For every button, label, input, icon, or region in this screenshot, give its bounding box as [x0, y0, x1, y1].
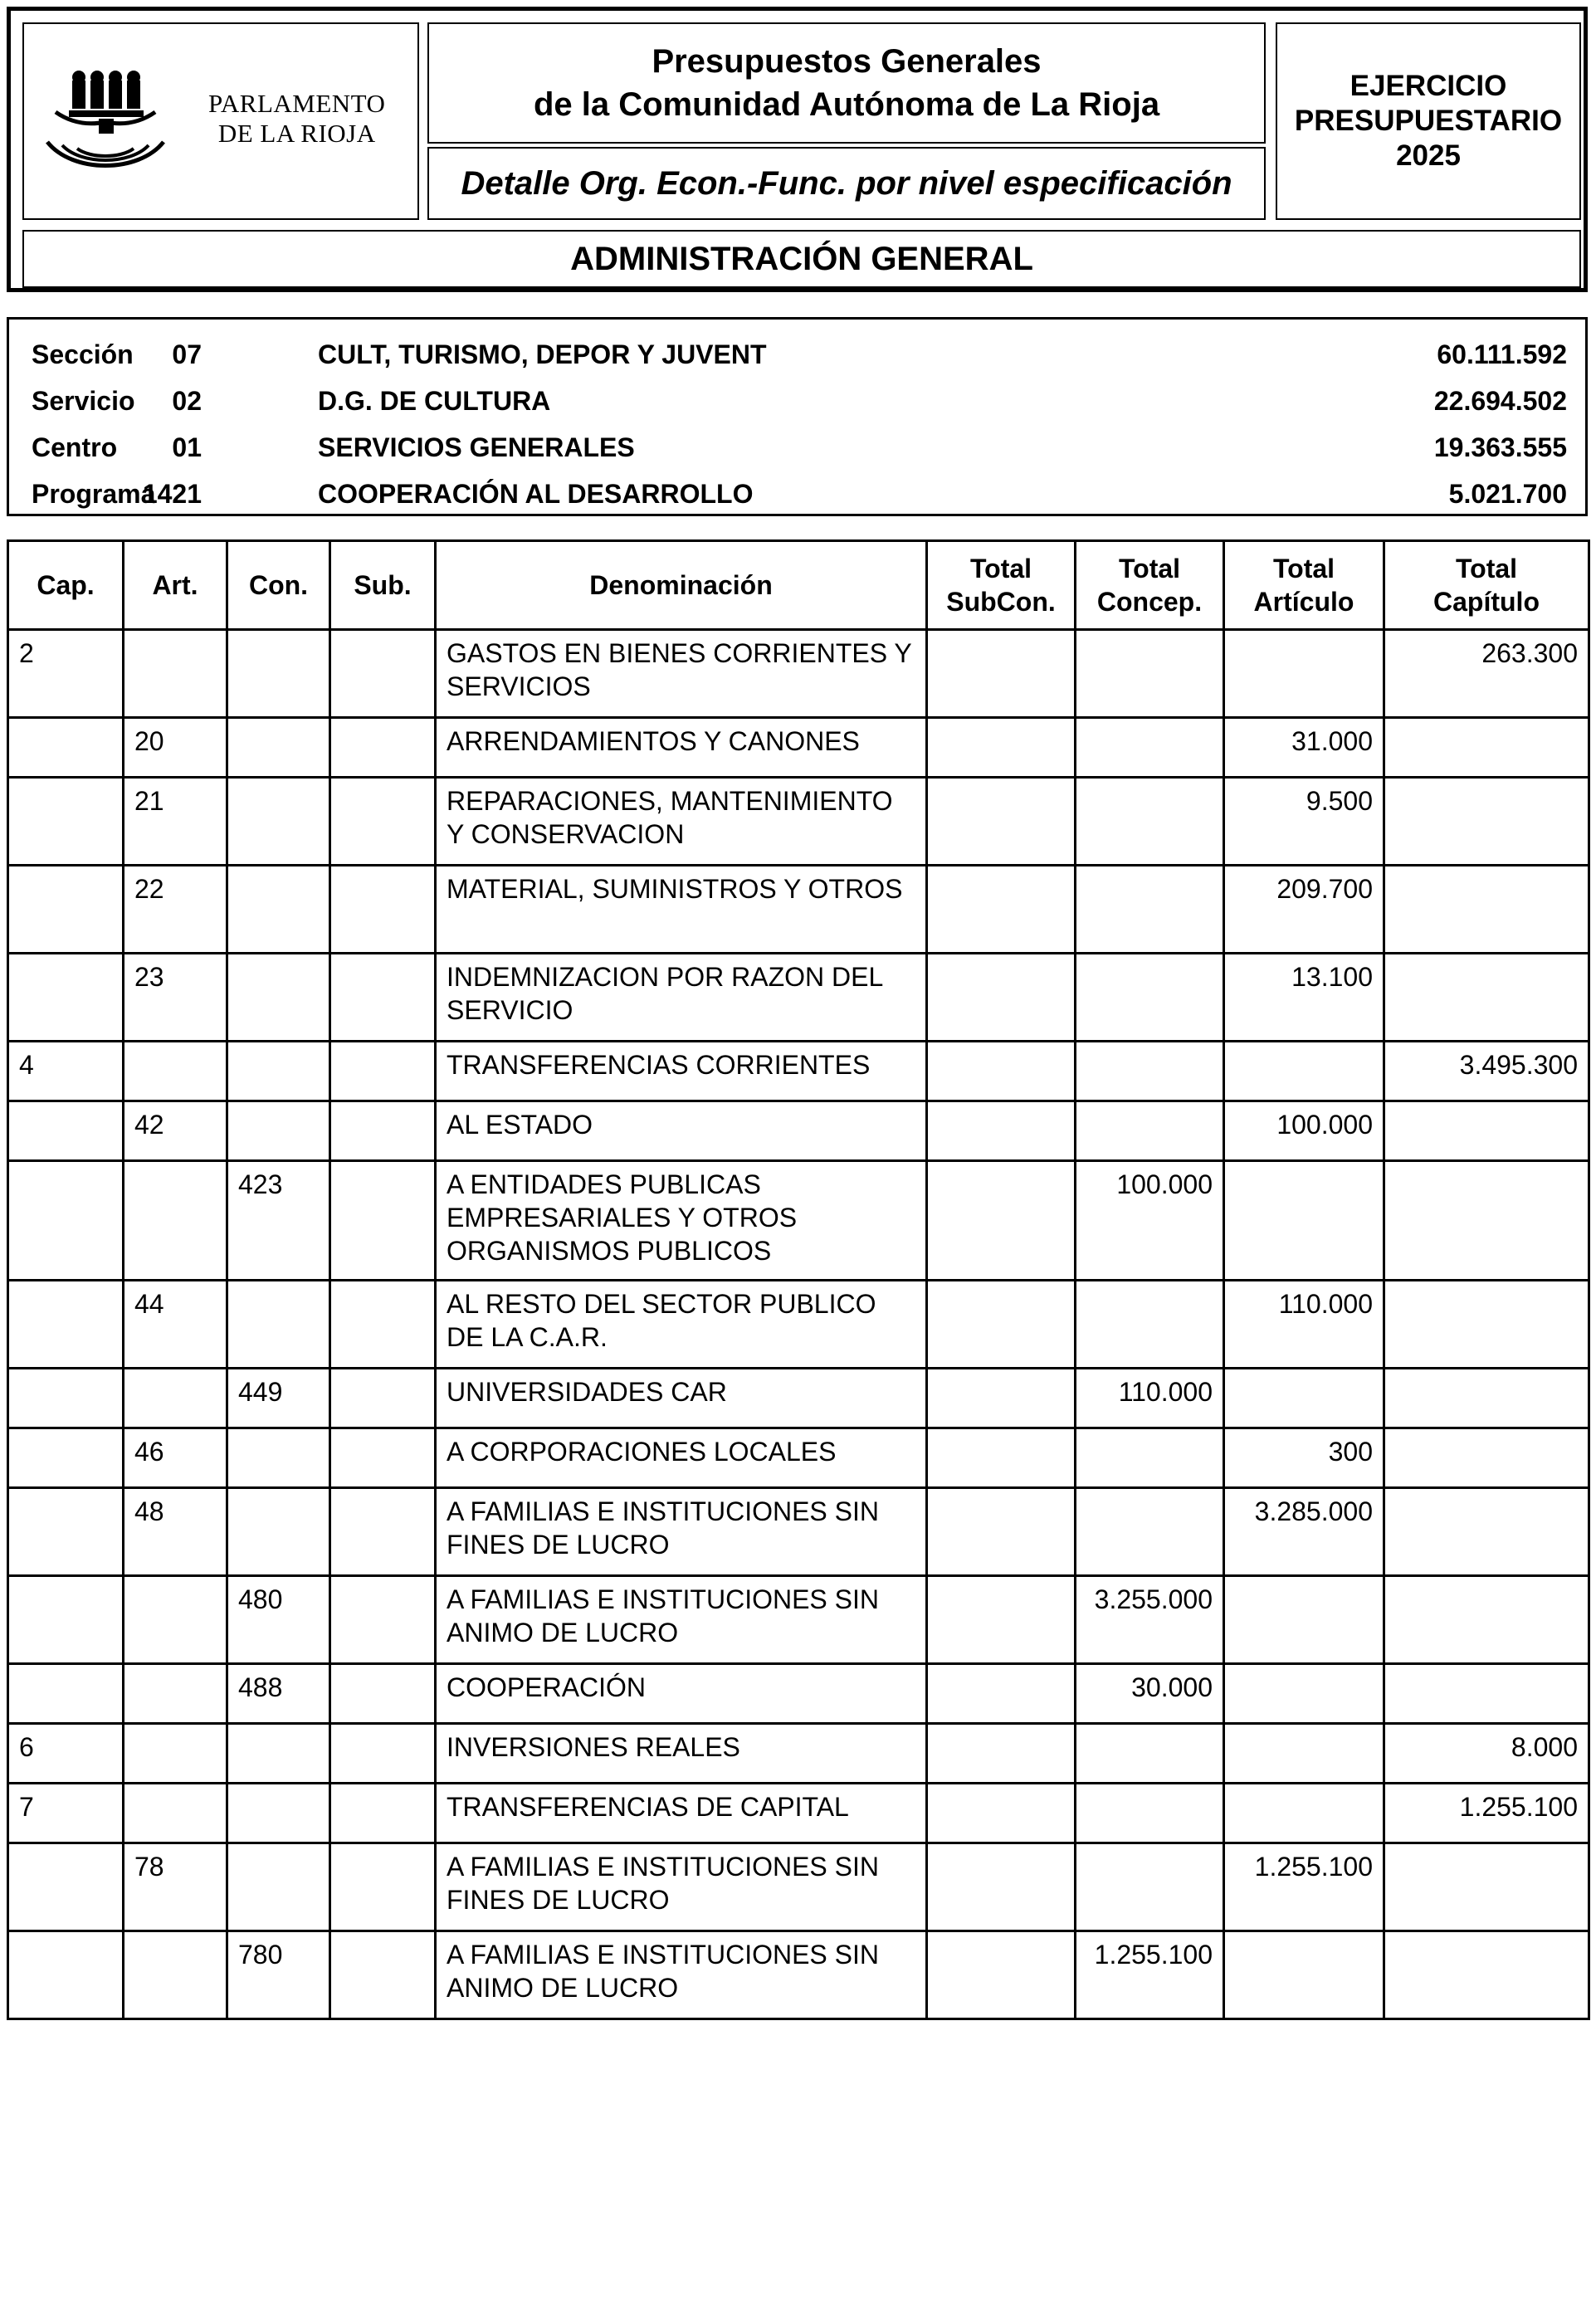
- cell-art: [124, 1724, 227, 1784]
- cell-capitulo: [1384, 1428, 1589, 1488]
- cell-den: TRANSFERENCIAS DE CAPITAL: [436, 1784, 927, 1843]
- info-amount: 60.111.592: [1437, 339, 1567, 369]
- cell-con: [227, 630, 330, 718]
- cell-den: AL ESTADO: [436, 1101, 927, 1161]
- header-total-capitulo: [1384, 541, 1589, 630]
- cell-con: [227, 1042, 330, 1101]
- cell-capitulo: [1384, 1931, 1589, 2019]
- logo-line-1: PARLAMENTO: [208, 89, 386, 118]
- info-row-servicio: [9, 378, 1585, 424]
- cell-art: 22: [124, 866, 227, 954]
- cell-cap: 4: [8, 1042, 124, 1101]
- cell-art: 46: [124, 1428, 227, 1488]
- cell-subcon: [927, 1042, 1076, 1101]
- table-row: [8, 1101, 1589, 1161]
- cell-den: A FAMILIAS E INSTITUCIONES SIN ANIMO DE LUCRO: [436, 1576, 927, 1664]
- cell-den: A FAMILIAS E INSTITUCIONES SIN FINES DE LUCRO: [436, 1843, 927, 1931]
- cell-art: 21: [124, 778, 227, 866]
- cell-den: A FAMILIAS E INSTITUCIONES SIN FINES DE LUCRO: [436, 1488, 927, 1576]
- cell-concep: [1076, 1724, 1224, 1784]
- table-row: [8, 1576, 1589, 1664]
- cell-subcon: [927, 1724, 1076, 1784]
- cell-capitulo: 8.000: [1384, 1724, 1589, 1784]
- table-row: [8, 1428, 1589, 1488]
- cell-con: [227, 954, 330, 1042]
- subtitle-panel: [427, 147, 1266, 220]
- cell-con: 449: [227, 1369, 330, 1428]
- info-name: D.G. DE CULTURA: [318, 386, 551, 416]
- cell-articulo: [1224, 1931, 1384, 2019]
- cell-cap: [8, 1161, 124, 1281]
- cell-den: MATERIAL, SUMINISTROS Y OTROS: [436, 866, 927, 954]
- cell-sub: [330, 1281, 436, 1369]
- cell-capitulo: [1384, 778, 1589, 866]
- title-line-2: de la Comunidad Autónoma de La Rioja: [533, 86, 1160, 123]
- table-row: [8, 630, 1589, 718]
- cell-concep: [1076, 1042, 1224, 1101]
- cell-cap: 2: [8, 630, 124, 718]
- cell-art: [124, 1784, 227, 1843]
- cell-den: ARRENDAMIENTOS Y CANONES: [436, 718, 927, 778]
- cell-capitulo: [1384, 1576, 1589, 1664]
- cell-cap: [8, 1281, 124, 1369]
- cell-sub: [330, 778, 436, 866]
- header-total-concep: [1076, 541, 1224, 630]
- cell-articulo: 100.000: [1224, 1101, 1384, 1161]
- header-cap: Cap.: [8, 541, 124, 630]
- cell-concep: [1076, 866, 1224, 954]
- header-line: Concep.: [1096, 587, 1203, 617]
- cell-sub: [330, 1664, 436, 1724]
- cell-capitulo: [1384, 1369, 1589, 1428]
- cell-cap: [8, 1664, 124, 1724]
- cell-capitulo: [1384, 1101, 1589, 1161]
- cell-articulo: [1224, 630, 1384, 718]
- section-info: [7, 317, 1588, 516]
- cell-articulo: [1224, 1664, 1384, 1724]
- cell-capitulo: [1384, 718, 1589, 778]
- header-total-subcon: [927, 541, 1076, 630]
- table-row: [8, 1488, 1589, 1576]
- cell-con: [227, 866, 330, 954]
- cell-cap: [8, 1576, 124, 1664]
- cell-sub: [330, 1843, 436, 1931]
- cell-sub: [330, 1161, 436, 1281]
- cell-cap: [8, 866, 124, 954]
- cell-subcon: [927, 1428, 1076, 1488]
- cell-art: 42: [124, 1101, 227, 1161]
- cell-con: [227, 778, 330, 866]
- cell-art: [124, 1931, 227, 2019]
- cell-con: 423: [227, 1161, 330, 1281]
- cell-sub: [330, 1042, 436, 1101]
- cell-concep: [1076, 630, 1224, 718]
- info-name: CULT, TURISMO, DEPOR Y JUVENT: [318, 339, 767, 369]
- cell-con: [227, 718, 330, 778]
- cell-capitulo: [1384, 954, 1589, 1042]
- cell-capitulo: 3.495.300: [1384, 1042, 1589, 1101]
- table-row: [8, 1042, 1589, 1101]
- cell-articulo: [1224, 1784, 1384, 1843]
- cell-sub: [330, 1488, 436, 1576]
- cell-den: A FAMILIAS E INSTITUCIONES SIN ANIMO DE LUCRO: [436, 1931, 927, 2019]
- logo-text: [208, 89, 385, 149]
- cell-subcon: [927, 1843, 1076, 1931]
- header-art: Art.: [124, 541, 227, 630]
- cell-cap: [8, 1428, 124, 1488]
- cell-art: [124, 1576, 227, 1664]
- cell-subcon: [927, 1576, 1076, 1664]
- cell-subcon: [927, 630, 1076, 718]
- subtitle: Detalle Org. Econ.-Func. por nivel especificación: [461, 164, 1232, 202]
- table-row: [8, 954, 1589, 1042]
- info-label: Centro: [32, 432, 118, 462]
- cell-subcon: [927, 1488, 1076, 1576]
- table-row: [8, 866, 1589, 954]
- title-panel: [427, 22, 1266, 144]
- cell-articulo: 1.255.100: [1224, 1843, 1384, 1931]
- header-line: Artículo: [1253, 587, 1354, 617]
- table-row: [8, 1281, 1589, 1369]
- cell-con: [227, 1101, 330, 1161]
- table-row: [8, 778, 1589, 866]
- cell-cap: [8, 1931, 124, 2019]
- parliament-logo-icon: [39, 66, 205, 190]
- cell-capitulo: [1384, 866, 1589, 954]
- cell-articulo: 110.000: [1224, 1281, 1384, 1369]
- info-amount: 5.021.700: [1448, 479, 1567, 509]
- cell-capitulo: [1384, 1161, 1589, 1281]
- cell-subcon: [927, 866, 1076, 954]
- info-amount: 19.363.555: [1433, 432, 1567, 462]
- cell-den: GASTOS EN BIENES CORRIENTES Y SERVICIOS: [436, 630, 927, 718]
- cell-art: 23: [124, 954, 227, 1042]
- cell-cap: [8, 954, 124, 1042]
- info-row-seccion: [9, 331, 1585, 378]
- cell-art: 44: [124, 1281, 227, 1369]
- table-row: [8, 1369, 1589, 1428]
- cell-con: [227, 1428, 330, 1488]
- cell-concep: 1.255.100: [1076, 1931, 1224, 2019]
- table-row: [8, 1931, 1589, 2019]
- cell-den: INVERSIONES REALES: [436, 1724, 927, 1784]
- cell-con: 488: [227, 1664, 330, 1724]
- cell-con: [227, 1784, 330, 1843]
- table-row: [8, 1664, 1589, 1724]
- cell-con: 780: [227, 1931, 330, 2019]
- info-row-centro: [9, 424, 1585, 471]
- info-code: 01: [172, 432, 202, 462]
- cell-con: [227, 1843, 330, 1931]
- cell-articulo: 3.285.000: [1224, 1488, 1384, 1576]
- logo-line-2: DE LA RIOJA: [217, 119, 376, 148]
- cell-cap: 6: [8, 1724, 124, 1784]
- cell-sub: [330, 1724, 436, 1784]
- ejercicio-line-1: EJERCICIO: [1350, 70, 1507, 102]
- cell-den: TRANSFERENCIAS CORRIENTES: [436, 1042, 927, 1101]
- cell-subcon: [927, 1931, 1076, 2019]
- header-line: Total: [1272, 554, 1335, 583]
- info-amount: 22.694.502: [1433, 386, 1567, 416]
- cell-concep: [1076, 1428, 1224, 1488]
- header-denominacion: Denominación: [436, 541, 927, 630]
- cell-art: 20: [124, 718, 227, 778]
- cell-con: [227, 1281, 330, 1369]
- ejercicio-line-2: PRESUPUESTARIO: [1294, 105, 1563, 137]
- cell-articulo: 300: [1224, 1428, 1384, 1488]
- cell-sub: [330, 1428, 436, 1488]
- document-header: [7, 7, 1588, 292]
- cell-art: [124, 1042, 227, 1101]
- table-row: [8, 1843, 1589, 1931]
- table-row: [8, 1724, 1589, 1784]
- cell-art: 78: [124, 1843, 227, 1931]
- cell-sub: [330, 1576, 436, 1664]
- cell-subcon: [927, 778, 1076, 866]
- cell-capitulo: [1384, 1664, 1589, 1724]
- title-line-1: Presupuestos Generales: [652, 43, 1042, 80]
- cell-subcon: [927, 1281, 1076, 1369]
- cell-capitulo: 263.300: [1384, 630, 1589, 718]
- cell-concep: 3.255.000: [1076, 1576, 1224, 1664]
- cell-den: INDEMNIZACION POR RAZON DEL SERVICIO: [436, 954, 927, 1042]
- cell-cap: [8, 1843, 124, 1931]
- cell-cap: 7: [8, 1784, 124, 1843]
- cell-con: [227, 1724, 330, 1784]
- header-line: SubCon.: [946, 587, 1056, 617]
- cell-articulo: [1224, 1369, 1384, 1428]
- header-line: Total: [969, 554, 1032, 583]
- cell-cap: [8, 1488, 124, 1576]
- header-line: Capítulo: [1433, 587, 1540, 617]
- cell-art: [124, 1664, 227, 1724]
- cell-concep: [1076, 1784, 1224, 1843]
- cell-sub: [330, 1101, 436, 1161]
- info-code: 02: [172, 386, 202, 416]
- cell-concep: [1076, 778, 1224, 866]
- header-line: Total: [1455, 554, 1518, 583]
- cell-den: A CORPORACIONES LOCALES: [436, 1428, 927, 1488]
- table-row: [8, 718, 1589, 778]
- cell-articulo: [1224, 1576, 1384, 1664]
- cell-articulo: 9.500: [1224, 778, 1384, 866]
- cell-concep: [1076, 718, 1224, 778]
- info-label: Programa: [32, 479, 156, 509]
- cell-capitulo: 1.255.100: [1384, 1784, 1589, 1843]
- cell-den: AL RESTO DEL SECTOR PUBLICO DE LA C.A.R.: [436, 1281, 927, 1369]
- cell-concep: [1076, 1281, 1224, 1369]
- cell-concep: [1076, 954, 1224, 1042]
- cell-subcon: [927, 1369, 1076, 1428]
- cell-sub: [330, 718, 436, 778]
- cell-con: [227, 1488, 330, 1576]
- info-name: COOPERACIÓN AL DESARROLLO: [318, 479, 754, 509]
- cell-cap: [8, 718, 124, 778]
- info-code: 1421: [142, 479, 202, 509]
- table-header-row: [8, 541, 1589, 630]
- table-row: [8, 1161, 1589, 1281]
- cell-sub: [330, 954, 436, 1042]
- info-name: SERVICIOS GENERALES: [318, 432, 635, 462]
- cell-sub: [330, 1369, 436, 1428]
- info-code: 07: [172, 339, 202, 369]
- cell-articulo: [1224, 1161, 1384, 1281]
- cell-den: UNIVERSIDADES CAR: [436, 1369, 927, 1428]
- cell-subcon: [927, 1101, 1076, 1161]
- cell-concep: [1076, 1843, 1224, 1931]
- cell-sub: [330, 1931, 436, 2019]
- cell-articulo: 31.000: [1224, 718, 1384, 778]
- header-line: Total: [1118, 554, 1181, 583]
- cell-sub: [330, 866, 436, 954]
- cell-articulo: [1224, 1724, 1384, 1784]
- cell-con: 480: [227, 1576, 330, 1664]
- cell-cap: [8, 778, 124, 866]
- budget-table: [7, 539, 1590, 2020]
- cell-concep: 100.000: [1076, 1161, 1224, 1281]
- header-total-articulo: [1224, 541, 1384, 630]
- info-label: Servicio: [32, 386, 135, 416]
- cell-subcon: [927, 1161, 1076, 1281]
- cell-capitulo: [1384, 1843, 1589, 1931]
- cell-subcon: [927, 954, 1076, 1042]
- cell-articulo: 209.700: [1224, 866, 1384, 954]
- info-row-programa: [9, 471, 1585, 517]
- cell-concep: [1076, 1488, 1224, 1576]
- cell-capitulo: [1384, 1488, 1589, 1576]
- admin-title: ADMINISTRACIÓN GENERAL: [570, 240, 1033, 277]
- cell-art: 48: [124, 1488, 227, 1576]
- cell-subcon: [927, 1784, 1076, 1843]
- cell-concep: 110.000: [1076, 1369, 1224, 1428]
- cell-articulo: [1224, 1042, 1384, 1101]
- admin-panel: [22, 230, 1581, 288]
- cell-concep: 30.000: [1076, 1664, 1224, 1724]
- info-label: Sección: [32, 339, 134, 369]
- ejercicio-year: 2025: [1396, 139, 1461, 172]
- logo-panel: [22, 22, 419, 220]
- ejercicio-panel: [1276, 22, 1581, 220]
- cell-cap: [8, 1369, 124, 1428]
- cell-concep: [1076, 1101, 1224, 1161]
- header-sub: Sub.: [330, 541, 436, 630]
- cell-cap: [8, 1101, 124, 1161]
- header-con: Con.: [227, 541, 330, 630]
- cell-sub: [330, 630, 436, 718]
- cell-art: [124, 630, 227, 718]
- cell-den: COOPERACIÓN: [436, 1664, 927, 1724]
- cell-capitulo: [1384, 1281, 1589, 1369]
- cell-den: REPARACIONES, MANTENIMIENTO Y CONSERVACION: [436, 778, 927, 866]
- cell-subcon: [927, 1664, 1076, 1724]
- cell-art: [124, 1369, 227, 1428]
- cell-den: A ENTIDADES PUBLICAS EMPRESARIALES Y OTROS ORGANISMOS PUBLICOS: [436, 1161, 927, 1281]
- cell-art: [124, 1161, 227, 1281]
- table-row: [8, 1784, 1589, 1843]
- cell-sub: [330, 1784, 436, 1843]
- cell-subcon: [927, 718, 1076, 778]
- cell-articulo: 13.100: [1224, 954, 1384, 1042]
